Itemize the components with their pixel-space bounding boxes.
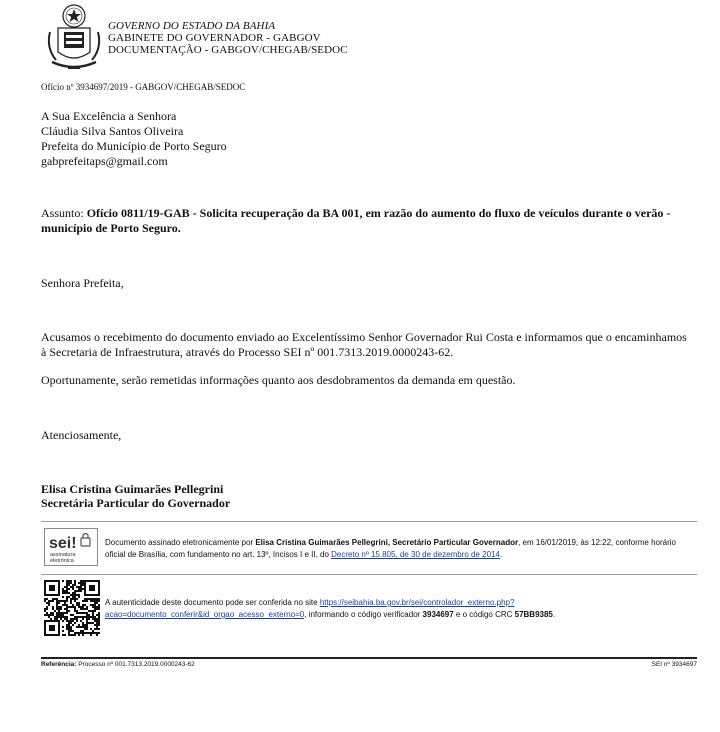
officio-number: Ofício nº 3934697/2019 - GABGOV/CHEGAB/SEDOC <box>41 82 246 92</box>
footer-sei-number: SEI nº 3934697 <box>651 661 697 668</box>
sei-logo-sub1: assinatura <box>50 552 76 558</box>
body-paragraph-1: Acusamos o recebimento do documento enviado ao Excelentíssimo Senhor Governador Rui Costa e informamos que o encaminhamos à Secretaria de Infraestrutura, através do Processo SEI nº 001.7313.2019.0000243-62. <box>41 330 687 359</box>
divider <box>41 574 697 575</box>
auth-text-crc: e o código CRC <box>453 610 515 619</box>
sig-text-after: . <box>499 550 503 559</box>
subject-line <box>41 206 701 236</box>
organization-header <box>108 20 348 56</box>
decree-link[interactable]: Decreto nº 15.805, de 30 de dezembro de 2014 <box>331 550 500 559</box>
closing: Atenciosamente, <box>41 428 122 442</box>
org-name: GOVERNO DO ESTADO DA BAHIA <box>108 20 276 32</box>
signer-block <box>41 482 230 510</box>
recipient-line-1: A Sua Excelência a Senhora <box>41 109 177 123</box>
recipient-name: Cláudia Silva Santos Oliveira <box>41 124 184 138</box>
sig-signer: Elisa Cristina Guimarães Pellegrini, Secretário Particular Governador <box>255 538 519 547</box>
sig-text-middle: , em 16/01/2019, às 12:22, conforme horário oficial de Brasília, com fundamento no art. 13º, Incisos I e II, do <box>105 538 676 559</box>
bahia-coat-of-arms-icon <box>44 2 104 74</box>
recipient-email: gabprefeitaps@gmail.com <box>41 154 168 168</box>
salutation: Senhora Prefeita, <box>41 276 124 290</box>
signer-name: Elisa Cristina Guimarães Pellegrini <box>41 482 224 496</box>
auth-text-after: . <box>552 610 556 619</box>
crc-code: 57BB9385 <box>514 610 553 619</box>
subject-text: Ofício 0811/19-GAB - Solicita recuperação da BA 001, em razão do aumento do fluxo de veículos durante o verão - município de Porto Seguro. <box>41 206 671 235</box>
authenticity-note <box>105 597 695 621</box>
sei-logo-sub2: eletrônica <box>50 558 74 564</box>
verifier-code: 3934697 <box>422 610 454 619</box>
reference-text: Processo nº 001.7313.2019.0000243-62 <box>76 661 195 668</box>
footer-rule <box>41 657 697 659</box>
divider <box>41 521 697 522</box>
subject-label: Assunto: <box>41 206 87 220</box>
org-section: DOCUMENTAÇÃO - GABGOV/CHEGAB/SEDOC <box>108 44 348 56</box>
electronic-signature-note <box>105 537 695 561</box>
reference-label: Referência: <box>41 661 77 668</box>
org-department: GABINETE DO GOVERNADOR - GABGOV <box>108 32 321 44</box>
sei-logo <box>44 528 98 566</box>
sig-text-before: Documento assinado eletronicamente por <box>105 538 256 547</box>
verification-url-link[interactable]: https://seibahia.ba.gov.br/sei/controlador_externo.php?acao=documento_conferir&id_orgao_acesso_externo=0 <box>105 598 515 619</box>
body-paragraph-2: Oportunamente, serão remetidas informações quanto aos desdobramentos da demanda em questão. <box>41 373 516 387</box>
recipient-block <box>41 109 227 169</box>
auth-text-middle: , informando o código verificador <box>304 610 423 619</box>
auth-text-before: A autenticidade deste documento pode ser conferida no site <box>105 598 320 607</box>
signer-title: Secretária Particular do Governador <box>41 496 231 510</box>
qr-code-icon <box>44 580 100 636</box>
recipient-title: Prefeita do Município de Porto Seguro <box>41 139 227 153</box>
footer-reference <box>41 661 195 668</box>
sei-logo-text: sei! <box>49 535 77 552</box>
